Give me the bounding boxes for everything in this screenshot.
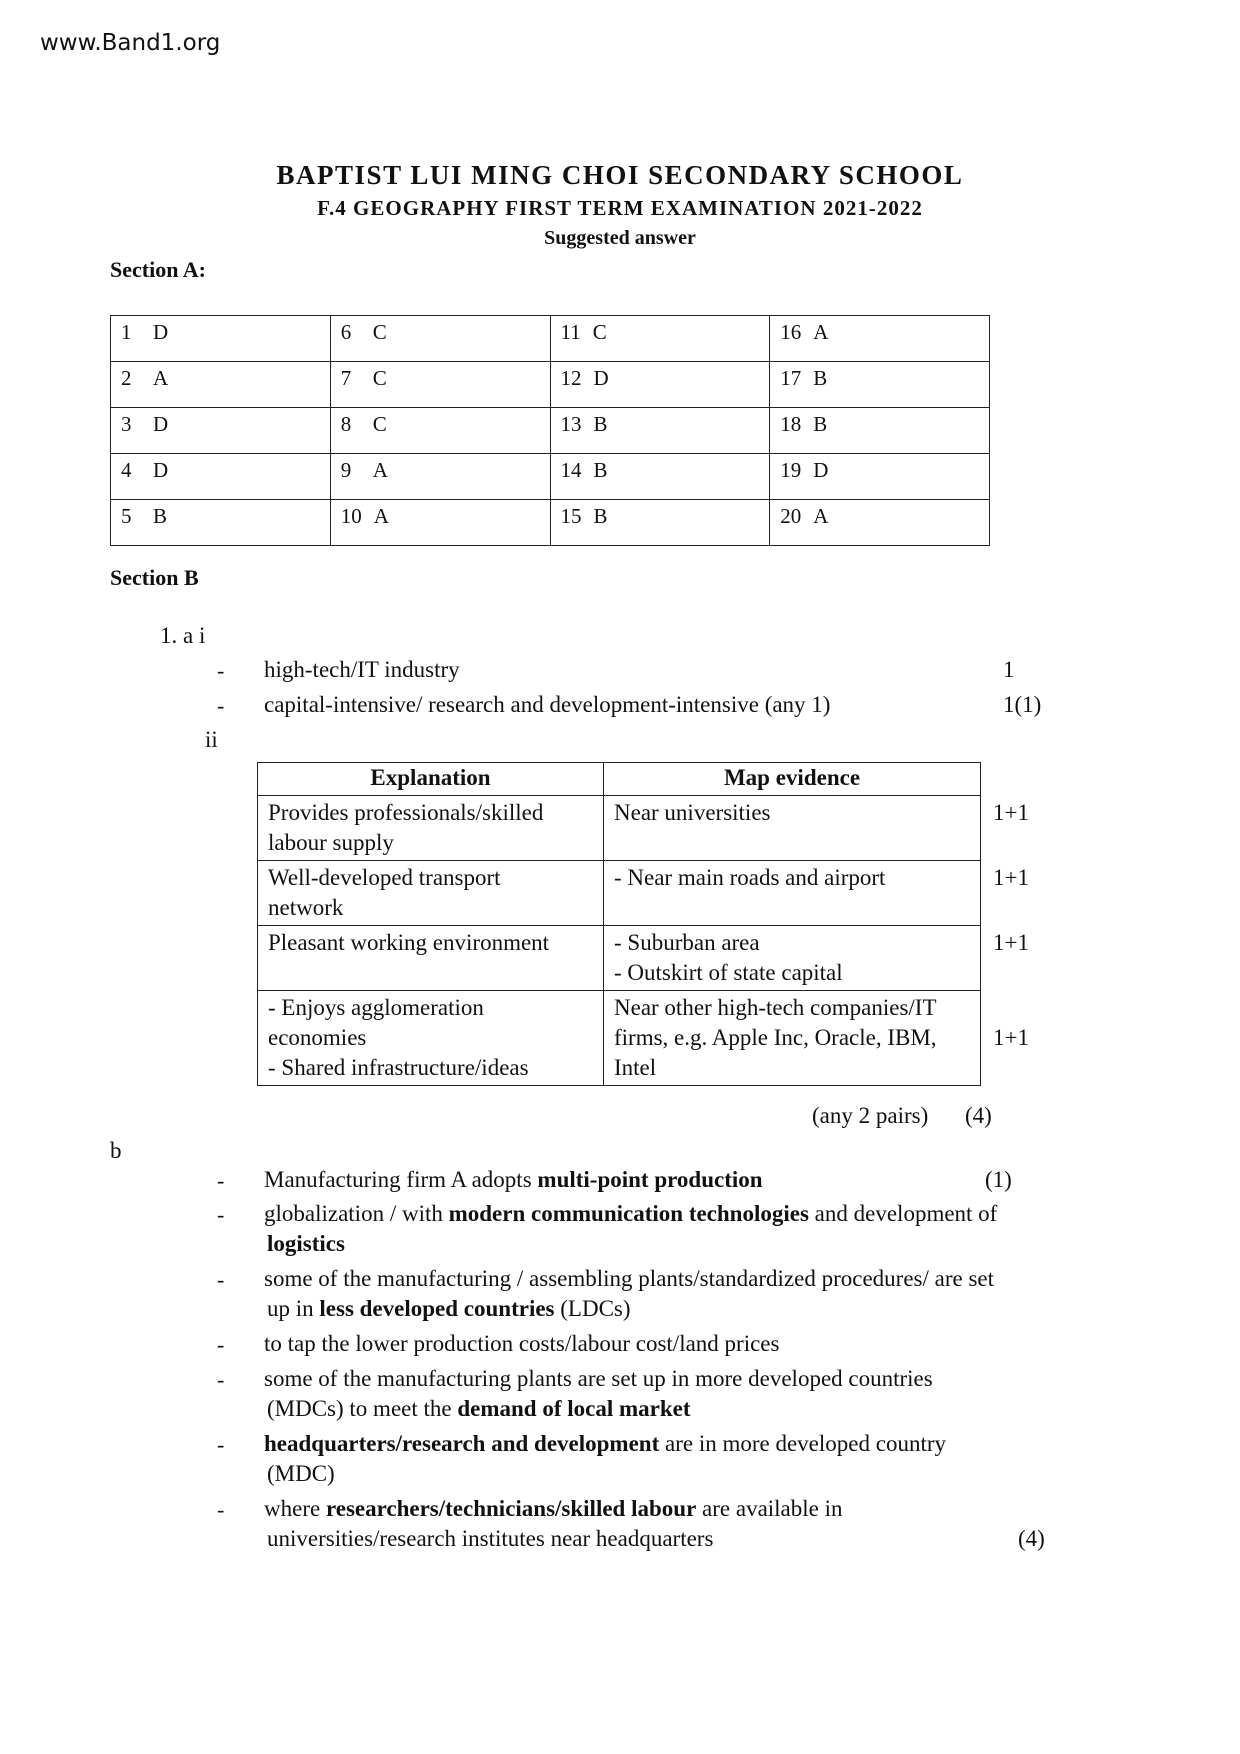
mc-answer-cell [111, 500, 331, 546]
emphasis-text: researchers/technicians/skilled labour [325, 1496, 697, 1521]
question-number: 11 [560, 320, 581, 344]
answer-letter: D [593, 366, 609, 390]
section-b-heading: Section B [110, 565, 199, 590]
q1-aii-note: (any 2 pairs) [812, 1103, 929, 1128]
answer-text: up in [267, 1296, 320, 1321]
cell-line: firms, e.g. Apple Inc, Oracle, IBM, [614, 1025, 937, 1050]
cell-line: - Shared infrastructure/ideas [268, 1055, 529, 1080]
school-title: BAPTIST LUI MING CHOI SECONDARY SCHOOL [276, 160, 964, 190]
question-number: 15 [560, 504, 582, 528]
question-number: 13 [560, 412, 582, 436]
bullet-dash: - [217, 658, 225, 683]
cell-line: network [268, 895, 344, 920]
table-row [258, 991, 1064, 1086]
mark-allocation: 1+1 [993, 929, 1029, 955]
answer-letter: B [593, 412, 608, 436]
bullet-dash: - [217, 693, 225, 718]
emphasis-text: logistics [267, 1231, 345, 1256]
doc-subtitle: Suggested answer [544, 227, 696, 249]
answer-letter: C [372, 412, 387, 436]
answer-letter: A [813, 320, 829, 344]
watermark: www.Band1.org [40, 30, 221, 56]
explanation-cell [258, 991, 604, 1086]
question-number: 20 [780, 504, 802, 528]
answer-text: are available in [696, 1496, 843, 1521]
q1-ai-answer-2: capital-intensive/ research and development-intensive (any 1) [264, 692, 831, 717]
answer-text: (MDC) [267, 1461, 335, 1486]
mc-answer-cell [770, 408, 990, 454]
emphasis-text: headquarters/research and development [264, 1431, 660, 1456]
answer-text: to tap the lower production costs/labour cost/land prices [264, 1331, 780, 1356]
mc-answer-cell [770, 500, 990, 546]
q1-b-answer-line-continued [267, 1296, 631, 1322]
question-number: 18 [780, 412, 802, 436]
mc-answer-cell [111, 408, 331, 454]
mc-answer-cell [770, 316, 990, 362]
answer-text: (LDCs) [554, 1296, 631, 1321]
mc-row [111, 362, 990, 408]
bullet-dash: - [217, 1202, 225, 1227]
table-row [258, 796, 1064, 861]
answer-letter: A [813, 504, 829, 528]
col-header-explanation: Explanation [258, 763, 604, 796]
answer-text: some of the manufacturing plants are set up in more developed countries [264, 1366, 933, 1391]
answer-text: where [264, 1496, 326, 1521]
q1-b-answer-line [264, 1201, 997, 1227]
mc-answer-cell [550, 500, 770, 546]
emphasis-text: demand of local market [457, 1396, 691, 1421]
q1-b-mark: (4) [1018, 1526, 1045, 1551]
mc-answer-cell [550, 316, 770, 362]
mc-answer-table [110, 315, 990, 546]
explanation-evidence-table [257, 762, 1064, 1086]
cell-line: Pleasant working environment [268, 930, 550, 955]
mc-answer-cell [550, 362, 770, 408]
answer-text: are in more developed country [659, 1431, 946, 1456]
answer-letter: D [153, 320, 169, 344]
mc-answer-cell [550, 454, 770, 500]
cell-line: - Enjoys agglomeration [268, 995, 484, 1020]
q1-b-answer-line [264, 1496, 843, 1522]
cell-line: - Near main roads and airport [614, 865, 886, 890]
question-number: 7 [340, 366, 352, 390]
answer-letter: A [373, 504, 389, 528]
mc-answer-cell [111, 454, 331, 500]
explanation-cell [258, 926, 604, 991]
answer-letter: D [813, 458, 829, 482]
emphasis-text: multi-point production [537, 1167, 763, 1192]
cell-line: Near other high-tech companies/IT [614, 995, 937, 1020]
answer-text: some of the manufacturing / assembling plants/standardized procedures/ are set [264, 1266, 995, 1291]
emphasis-text: less developed countries [319, 1296, 555, 1321]
question-number: 6 [340, 320, 352, 344]
answer-letter: C [372, 320, 387, 344]
col-header-map-evidence: Map evidence [604, 763, 981, 796]
bullet-dash: - [217, 1332, 225, 1357]
mc-answer-cell [770, 362, 990, 408]
answer-text: universities/research institutes near headquarters [267, 1526, 714, 1551]
answer-letter: D [153, 458, 169, 482]
question-number: 14 [560, 458, 582, 482]
exam-title: F.4 GEOGRAPHY FIRST TERM EXAMINATION 2021-2022 [317, 196, 923, 220]
mc-row [111, 454, 990, 500]
mark-allocation: 1+1 [993, 1025, 1029, 1050]
q1-b-answer-line-continued [267, 1396, 691, 1422]
q1-b-answer-line [264, 1431, 946, 1457]
emphasis-text: modern communication technologies [448, 1201, 809, 1226]
mc-answer-cell [330, 362, 550, 408]
q1-ai-mark-1: 1 [1003, 657, 1015, 682]
mc-answer-cell [330, 500, 550, 546]
answer-letter: B [593, 458, 608, 482]
mark-allocation: 1+1 [993, 864, 1029, 890]
mark-allocation: 1+1 [993, 799, 1029, 825]
q1-ai-answer-1: high-tech/IT industry [264, 657, 460, 682]
q1-b-answer-line [264, 1167, 763, 1193]
mc-answer-cell [550, 408, 770, 454]
q1-ai-label: 1. a i [160, 623, 206, 648]
mc-row [111, 500, 990, 546]
q1-b-answer-line [264, 1266, 994, 1292]
answer-letter: C [592, 320, 607, 344]
evidence-cell [604, 926, 981, 991]
mc-answer-cell [330, 408, 550, 454]
answer-letter: B [593, 504, 608, 528]
mc-answer-cell [330, 316, 550, 362]
cell-line: Provides professionals/skilled [268, 800, 544, 825]
q1-ai-mark-2: 1(1) [1003, 692, 1042, 717]
table-row [258, 861, 1064, 926]
q1-b-label: b [110, 1138, 122, 1163]
bullet-dash: - [217, 1168, 225, 1193]
answer-letter: A [372, 458, 388, 482]
mc-answer-cell [330, 454, 550, 500]
mc-row [111, 316, 990, 362]
question-number: 2 [121, 366, 132, 390]
bullet-dash: - [217, 1267, 225, 1292]
answer-text: and development of [808, 1201, 998, 1226]
q1-b-answer-line-continued [267, 1231, 345, 1257]
q1-b-mark: (1) [985, 1167, 1012, 1192]
mc-answer-cell [111, 362, 331, 408]
answer-letter: B [153, 504, 168, 528]
mc-answer-cell [111, 316, 331, 362]
question-number: 19 [780, 458, 802, 482]
cell-line: Well-developed transport [268, 865, 501, 890]
bullet-dash: - [217, 1367, 225, 1392]
q1-b-answer-line [264, 1366, 933, 1392]
q1-b-answer-line-continued [267, 1461, 335, 1487]
bullet-dash: - [217, 1432, 225, 1457]
question-number: 5 [121, 504, 132, 528]
q1-aii-total: (4) [965, 1103, 992, 1128]
answer-text: (MDCs) to meet the [267, 1396, 458, 1421]
question-number: 3 [121, 412, 132, 436]
question-number: 12 [560, 366, 582, 390]
section-a-heading: Section A: [110, 257, 206, 282]
evidence-cell [604, 991, 981, 1086]
explanation-cell [258, 796, 604, 861]
answer-letter: D [153, 412, 169, 436]
bullet-dash: - [217, 1497, 225, 1522]
question-number: 1 [121, 320, 132, 344]
cell-line: Near universities [614, 800, 771, 825]
answer-letter: B [813, 366, 828, 390]
question-number: 16 [780, 320, 802, 344]
question-number: 17 [780, 366, 802, 390]
q1-b-answer-line-continued [267, 1526, 713, 1552]
answer-letter: C [372, 366, 387, 390]
answer-text: Manufacturing firm A adopts [264, 1167, 538, 1192]
evidence-cell [604, 861, 981, 926]
explanation-cell [258, 861, 604, 926]
question-number: 8 [340, 412, 352, 436]
answer-letter: B [813, 412, 828, 436]
cell-line: Intel [614, 1055, 657, 1080]
table-row [258, 926, 1064, 991]
question-number: 9 [340, 458, 352, 482]
evidence-cell [604, 796, 981, 861]
cell-line: - Outskirt of state capital [614, 960, 843, 985]
answer-letter: A [153, 366, 169, 390]
q1-b-answer-line [264, 1331, 779, 1357]
question-number: 4 [121, 458, 132, 482]
answer-text: globalization / with [264, 1201, 449, 1226]
cell-line: economies [268, 1025, 367, 1050]
question-number: 10 [340, 504, 362, 528]
cell-line: labour supply [268, 830, 394, 855]
mc-row [111, 408, 990, 454]
q1-aii-label: ii [205, 727, 218, 752]
cell-line: - Suburban area [614, 930, 760, 955]
mc-answer-cell [770, 454, 990, 500]
